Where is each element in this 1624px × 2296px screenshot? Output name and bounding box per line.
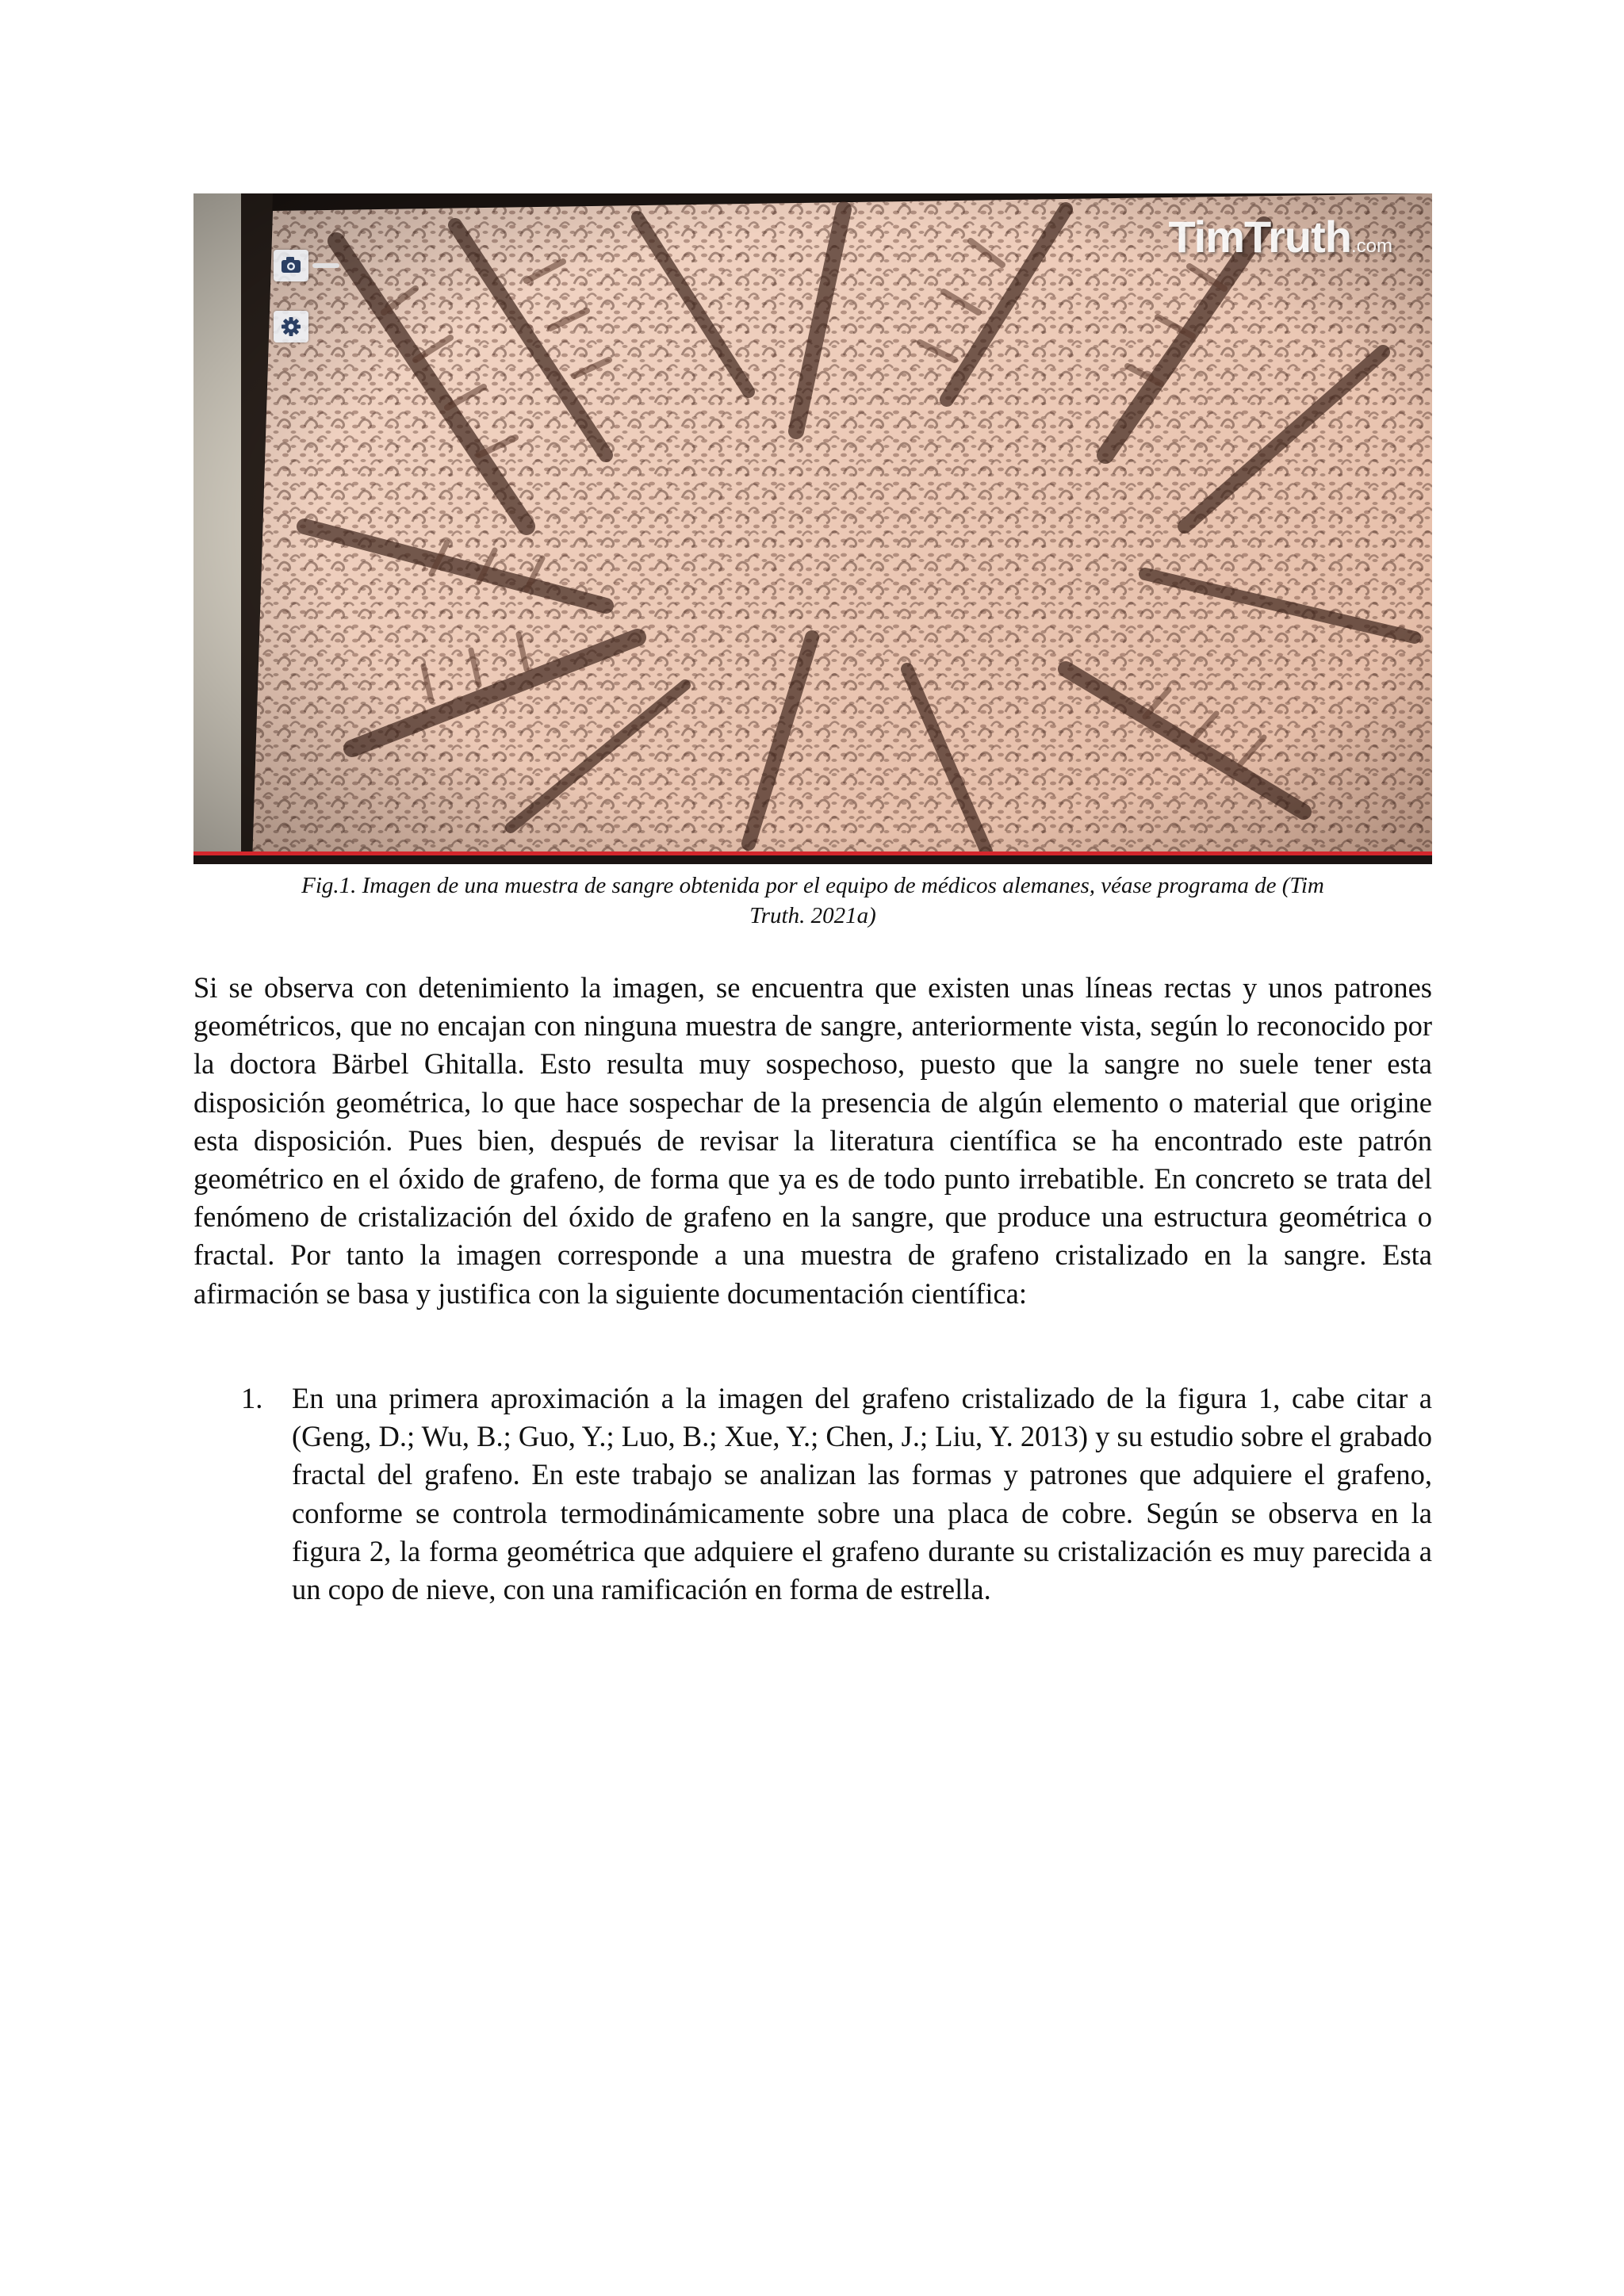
figure-blood-sample-image: [193, 193, 1432, 864]
list-item-number: 1.: [241, 1382, 263, 1414]
figure-caption: [193, 871, 1432, 931]
timtruth-watermark: TimTruth.com: [1168, 212, 1392, 262]
caption-line-1: Fig.1. Imagen de una muestra de sangre obtenida por el equipo de médicos alemanes, véase programa de (Tim: [301, 873, 1324, 898]
body-paragraph: Si se observa con detenimiento la imagen, se encuentra que existen unas líneas rectas y unos patrones geométricos, que no encajan con ninguna muestra de sangre, anteriormente vista, según lo reconocido por la doctora Bärbel Ghitalla. Esto resulta muy sospechoso, puesto que la sangre no suele tener esta disposición geométrica, lo que hace sospechar de la presencia de algún elemento o material que origine esta disposición. Pues bien, después de revisar la literatura científica se ha encontrado este patrón geométrico en el óxido de grafeno, de forma que ya es de todo punto irrebatible. En concreto se trata del fenómeno de cristalización del óxido de grafeno en la sangre, que produce una estructura geométrica o fractal. Por tanto la imagen corresponde a una muestra de grafeno cristalizado en la sangre. Esta afirmación se basa y justifica con la siguiente documentación científica:: [193, 971, 1432, 1310]
gear-icon: [274, 311, 308, 342]
list-item-text: En una primera aproximación a la imagen del grafeno cristalizado de la figura 1, cabe citar a (Geng, D.; Wu, B.; Guo, Y.; Luo, B.; Xue, Y.; Chen, J.; Liu, Y. 2013) y su estudio sobre el grabado fractal del grafeno. En este trabajo se analizan las formas y patrones que adquiere el grafeno, conforme se controla termodinámicamente sobre una placa de cobre. Según se observa en la figura 2, la forma geométrica que adquiere el grafeno durante su cristalización es muy parecida a un copo de nieve, con una ramificación en forma de estrella.: [292, 1382, 1432, 1606]
caption-line-2: Truth. 2021a): [749, 903, 876, 928]
camera-slider[interactable]: [312, 263, 339, 268]
list-item: [193, 1380, 1432, 1609]
settings-button[interactable]: [274, 311, 308, 342]
figure-bottom-bezel: [193, 855, 1432, 864]
camera-icon: [274, 250, 308, 281]
blood-sample-photo: [193, 193, 1432, 864]
camera-button[interactable]: [274, 250, 308, 281]
numbered-list: [193, 1380, 1432, 1609]
